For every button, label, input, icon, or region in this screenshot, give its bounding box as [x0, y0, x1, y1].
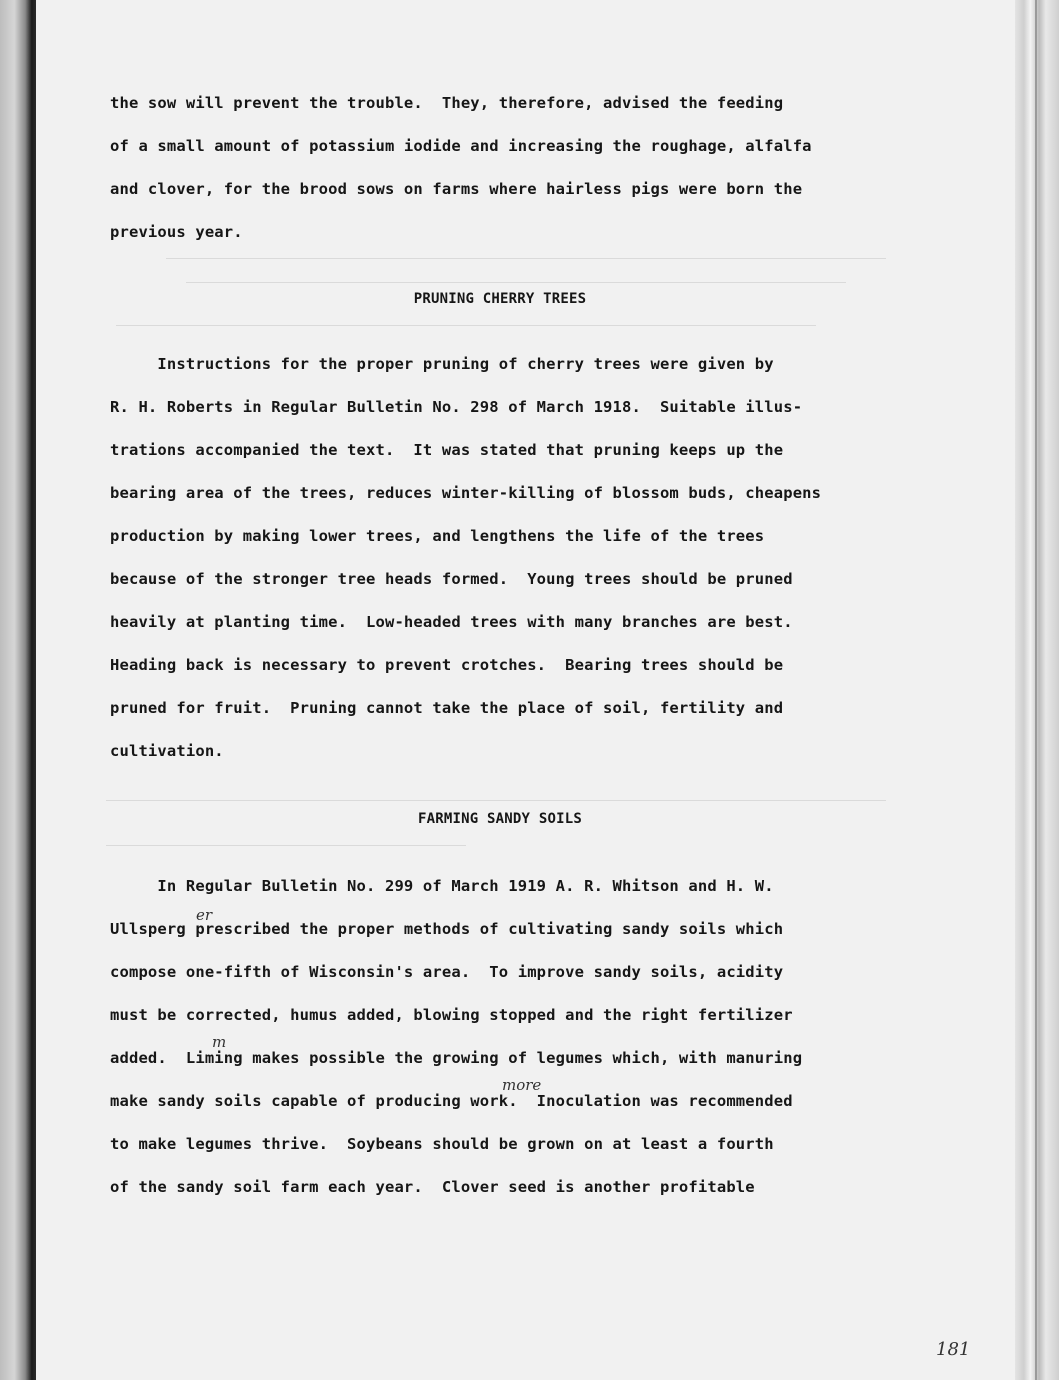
text-line: previous year. [110, 223, 243, 241]
handwritten-replacement-more: more [502, 1076, 542, 1094]
page-number: 181 [936, 1339, 971, 1360]
heading-pruning-cherry-trees: PRUNING CHERRY TREES [413, 291, 587, 307]
text-line: of a small amount of potassium iodide and increasing the roughage, alfalfa [110, 137, 812, 155]
handwritten-insert-er: er [196, 906, 213, 924]
scan-left-edge [0, 0, 36, 1380]
text-line: must be corrected, humus added, blowing stopped and the right fertilizer [110, 1006, 793, 1024]
paragraph-pruning [110, 343, 821, 773]
text-line: make sandy soils capable of producing work. Inoculation was recommended [110, 1092, 793, 1110]
text-line: bearing area of the trees, reduces winter-killing of blossom buds, cheapens [110, 484, 822, 502]
text-line: the sow will prevent the trouble. They, therefore, advised the feeding [110, 94, 784, 112]
text-line: Instructions for the proper pruning of cherry trees were given by [110, 355, 774, 373]
text-line: cultivation. [110, 742, 224, 760]
bleed-mark [106, 800, 886, 801]
text-line: added. Liming makes possible the growing of legumes which, with manuring [110, 1049, 803, 1067]
bleed-mark [106, 845, 466, 846]
paragraph-hairless-pigs [110, 82, 812, 254]
text-line: of the sandy soil farm each year. Clover seed is another profitable [110, 1178, 755, 1196]
text-line: R. H. Roberts in Regular Bulletin No. 298 of March 1918. Suitable illus- [110, 398, 803, 416]
bleed-mark [166, 258, 886, 259]
scan-right-line [1035, 0, 1037, 1380]
text-line: to make legumes thrive. Soybeans should be grown on at least a fourth [110, 1135, 774, 1153]
text-line: production by making lower trees, and lengthens the life of the trees [110, 527, 765, 545]
text-line: Heading back is necessary to prevent crotches. Bearing trees should be [110, 656, 784, 674]
text-line: trations accompanied the text. It was stated that pruning keeps up the [110, 441, 784, 459]
bleed-mark [186, 282, 846, 283]
text-line: In Regular Bulletin No. 299 of March 1919 A. R. Whitson and H. W. [110, 877, 774, 895]
heading-farming-sandy-soils: FARMING SANDY SOILS [418, 811, 582, 827]
text-line: pruned for fruit. Pruning cannot take the place of soil, fertility and [110, 699, 784, 717]
text-line: because of the stronger tree heads formed. Young trees should be pruned [110, 570, 793, 588]
text-line: Ullsperg prescribed the proper methods of cultivating sandy soils which [110, 920, 784, 938]
handwritten-insert-m: m [212, 1033, 227, 1051]
text-line: and clover, for the brood sows on farms where hairless pigs were born the [110, 180, 803, 198]
text-line: heavily at planting time. Low-headed trees with many branches are best. [110, 613, 793, 631]
scan-right-edge [1015, 0, 1059, 1380]
bleed-mark [116, 325, 816, 326]
text-line: compose one-fifth of Wisconsin's area. To improve sandy soils, acidity [110, 963, 784, 981]
